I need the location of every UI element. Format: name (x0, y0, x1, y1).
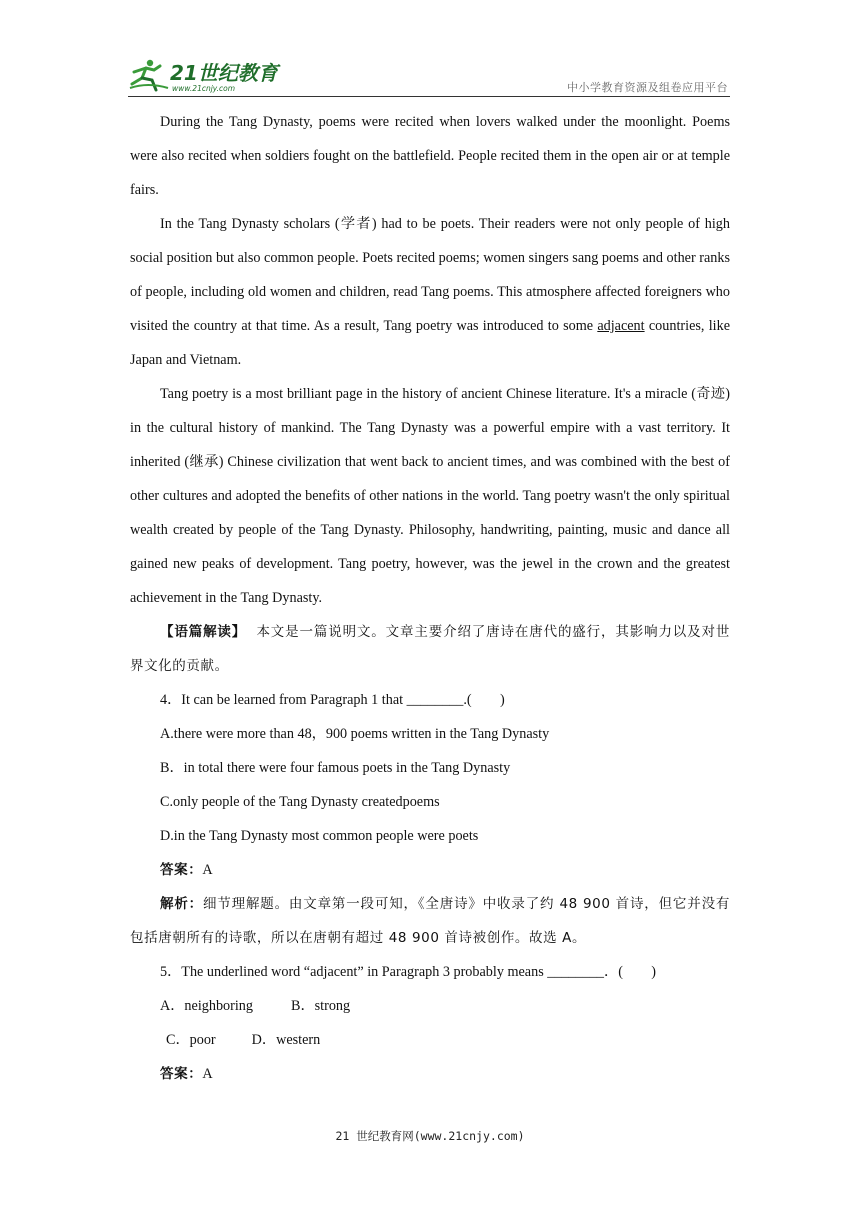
page-footer: 21 世纪教育网(www.21cnjy.com) (335, 1129, 525, 1143)
q4-answer: 答案：A (160, 862, 213, 878)
q5-option-d: D．western (251, 1032, 321, 1048)
question-4-stem: 4．It can be learned from Paragraph 1 that ________.( ) (160, 692, 505, 708)
passage-analysis: 【语篇解读】 本文是一篇说明文。文章主要介绍了唐诗在唐代的盛行，其影响力以及对世界文化的贡献。 (130, 624, 730, 674)
paragraph-3: Tang poetry is a most brilliant page in the history of ancient Chinese literature. It's a miracle (奇迹) in the cultural history of mankind. The Tang Dynasty was a powerful empire with a vast territory. It inherited (继承) Chinese civilization that went back to ancient times, and was combined with the best of other cultures and adopted the benefits of other nations in the world. Tang poetry wasn't the only spiritual wealth created by people of the Tang Dynasty. Philosophy, handwriting, painting, music and dance all gained new peaks of development. Tang poetry, however, was the jewel in the crown and the greatest achievement in the Tang Dynasty. (130, 386, 730, 606)
question-5-stem: 5．The underlined word “adjacent” in Paragraph 3 probably means ________．( ) (160, 964, 657, 980)
q4-option-b: B．in total there were four famous poets in the Tang Dynasty (160, 760, 511, 776)
q5-options-row-2 (130, 1023, 730, 1057)
runner-logo-icon (128, 58, 288, 94)
analysis-label: 【语篇解读】 (160, 624, 247, 640)
q4-option-a: A.there were more than 48，900 poems written in the Tang Dynasty (160, 726, 550, 742)
paragraph-1: During the Tang Dynasty, poems were recited when lovers walked under the moonlight. Poems were also recited when soldiers fought on the battlefield. People recited them in the open air or at temple fairs. (130, 114, 730, 198)
logo (128, 58, 288, 94)
q5-option-b: B．strong (291, 998, 351, 1014)
underlined-word: adjacent (597, 318, 645, 334)
page-header (128, 56, 730, 97)
q4-option-d: D.in the Tang Dynasty most common people were poets (160, 828, 479, 844)
q4-option-c: C.only people of the Tang Dynasty createdpoems (160, 794, 440, 810)
q5-option-c: C．poor (166, 1032, 216, 1048)
paragraph-2: In the Tang Dynasty scholars (学者) had to be poets. Their readers were not only people of high social position but also common people. Poets recited poems; women singers sang poems and other ranks of people, including old women and children, read Tang poems. This atmosphere affected foreigners who visited the country at that time. As a result, Tang poetry was introduced to some adjacent countries, like Japan and Vietnam. (130, 216, 730, 368)
q4-explanation: 解析：细节理解题。由文章第一段可知，《全唐诗》中收录了约 48 900 首诗，但它并没有包括唐朝所有的诗歌，所以在唐朝有超过 48 900 首诗被创作。故选 A。 (130, 896, 730, 946)
q5-options-row-1 (130, 989, 730, 1023)
svg-text:www.21cnjy.com: www.21cnjy.com (172, 84, 236, 93)
svg-text:21世纪教育: 21世纪教育 (170, 61, 278, 85)
document-body (130, 105, 730, 1091)
q5-option-a: A．neighboring (160, 998, 253, 1014)
q5-answer: 答案：A (160, 1066, 213, 1082)
header-tagline: 中小学教育资源及组卷应用平台 (567, 81, 728, 94)
